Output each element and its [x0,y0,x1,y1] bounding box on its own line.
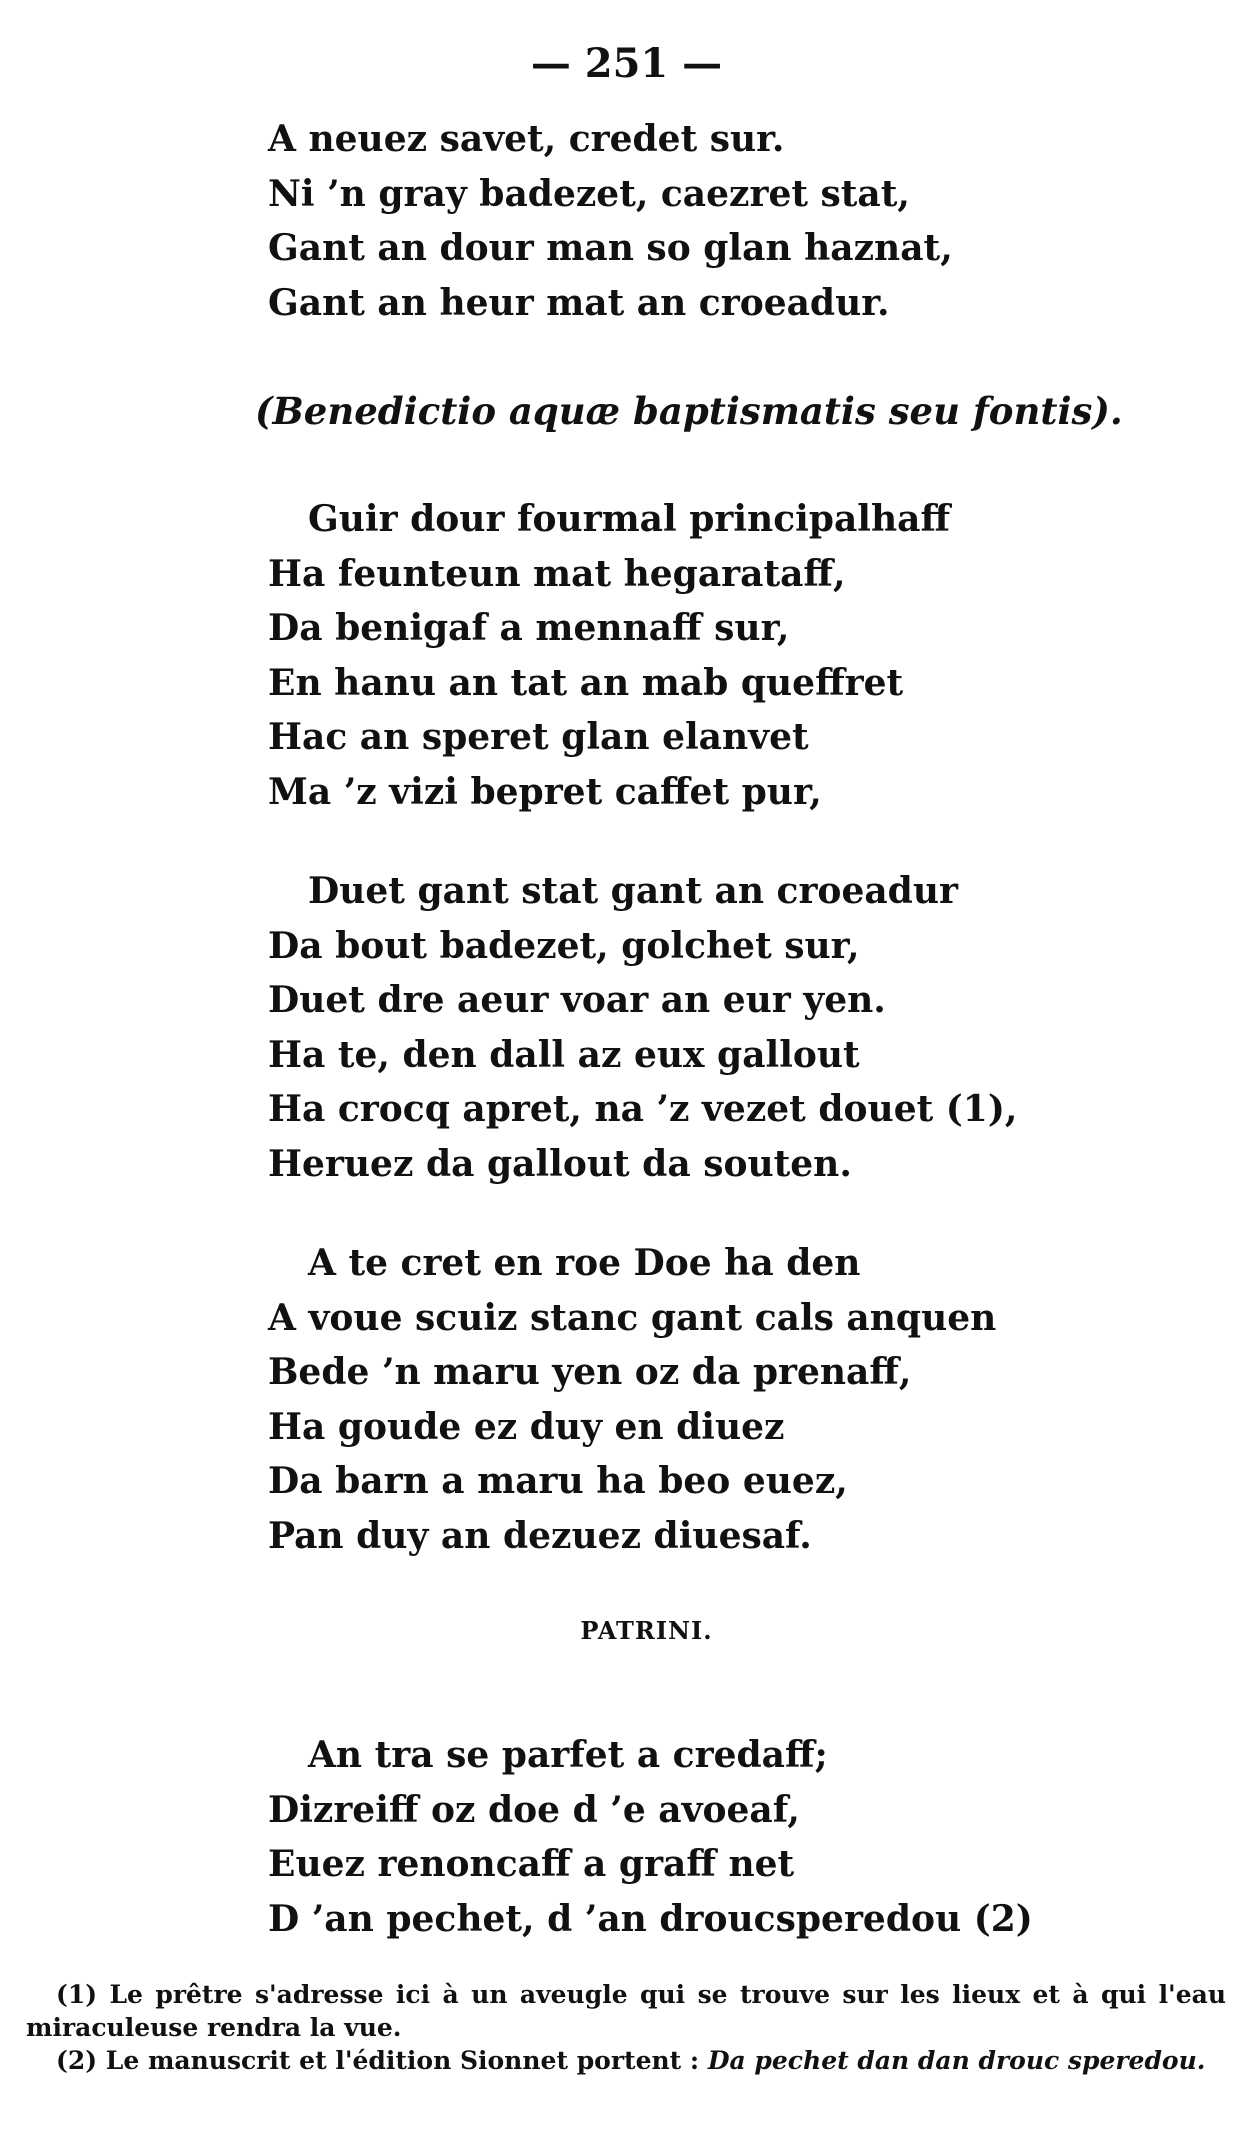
footnotes [26,1978,1226,2077]
verse-line: Ni ’n gray badezet, caezret stat, [268,172,910,215]
stanza-2 [268,492,1168,819]
verse-line: A voue scuiz stanc gant cals anquen [268,1296,997,1339]
verse-line: Duet gant stat gant an croeadur [308,870,958,912]
rubric-title: (Benedictio aquæ baptismatis seu fontis). [255,389,1123,433]
footnote-1: (1) Le prêtre s'adresse ici à un aveugle qui se trouve sur les lieux et à qui l'eau miraculeuse rendra la vue. [26,1980,1226,2042]
footnote-2-text: (2) Le manuscrit et l'édition Sionnet portent : [56,2046,708,2075]
verse-line: Da barn a maru ha beo euez, [268,1460,848,1502]
verse-line: Heruez da gallout da souten. [268,1142,852,1185]
verse-line: Da benigaf a mennaff sur, [268,607,790,649]
verse-line: Ha crocq apret, na ’z vezet douet (1), [268,1088,1018,1130]
verse-line: Dizreiff oz doe d ’e avoeaf, [268,1788,800,1831]
stanza-4 [268,1236,1168,1563]
verse-line: Gant an heur mat an croeadur. [268,281,890,324]
section-heading: PATRINI. [580,1616,713,1645]
verse-line: Bede ’n maru yen oz da prenaff, [268,1351,912,1393]
page-number: — 251 — [530,40,723,87]
stanza-5 [268,1728,1168,1946]
verse-line: A te cret en roe Doe ha den [308,1242,861,1284]
verse-line: Da bout badezet, golchet sur, [268,924,860,967]
verse-line: Ma ’z vizi bepret caffet pur, [268,770,822,813]
verse-line: Ha feunteun mat hegarataff, [268,552,846,595]
verse-line: Gant an dour man so glan haznat, [268,227,953,269]
verse-line: Guir dour fourmal principalhaff [308,498,951,540]
verse-line: D ’an pechet, d ’an droucsperedou (2) [268,1897,1033,1940]
verse-line: Ha te, den dall az eux gallout [268,1033,860,1076]
verse-line: Ha goude ez duy en diuez [268,1405,785,1448]
stanza-gap [268,1191,1168,1236]
verse-line: An tra se parfet a credaff; [308,1734,828,1776]
verse-line: Pan duy an dezuez diuesaf. [268,1514,812,1557]
stanza-1 [268,112,1168,330]
verse-line: A neuez savet, credet sur. [268,118,785,160]
verse-line: Hac an speret glan elanvet [268,716,809,758]
footnote-2-italic: Da pechet dan dan drouc speredou. [707,2046,1206,2075]
verse-line: Duet dre aeur voar an eur yen. [268,979,886,1021]
stanza-3 [268,864,1168,1191]
stanza-gap [268,819,1168,864]
footnote-2 [26,2044,1226,2077]
verse-line: En hanu an tat an mab queffret [268,661,904,704]
verse-line: Euez renoncaff a graff net [268,1843,795,1885]
